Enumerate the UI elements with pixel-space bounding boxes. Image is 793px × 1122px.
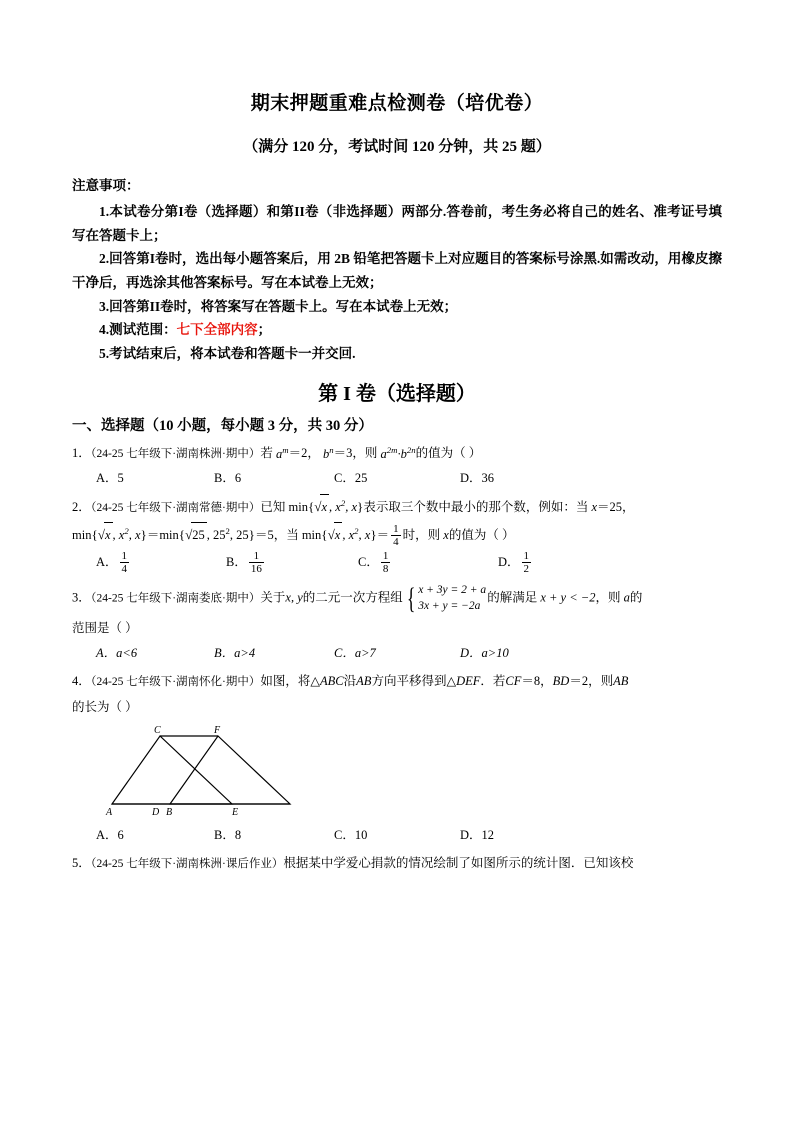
q1-option-d[interactable]: D．36 xyxy=(460,470,495,485)
q3-meta: （24-25 七年级下·湖南娄底·期中） xyxy=(90,592,261,605)
q1-eq1: ＝2 xyxy=(288,446,308,461)
section-title: 第 I 卷（选择题） xyxy=(318,383,476,406)
equation-system: { x + 3y = 2 + a 3x + y = −2a xyxy=(406,582,487,616)
part-heading: 一、选择题（10 小题，每小题 3 分，共 30 分） xyxy=(72,418,373,435)
q2-option-d[interactable]: D． $\frac{1}{2}$ xyxy=(498,550,530,576)
q1-number: 1． xyxy=(72,446,91,461)
q2-t1: 已知 min xyxy=(260,499,308,514)
q3-t4: ，则 xyxy=(595,590,621,605)
note-item-1: 1.本试卷分第I卷（选择题）和第II卷（非选择题）两部分.答卷前，考生务必将自己的姓名、准考证号填写在答题卡上； xyxy=(72,204,722,243)
q4-meta: （24-25 七年级下·湖南怀化·期中） xyxy=(90,675,261,688)
q2-option-a[interactable]: A． $\frac{1}{4}$ xyxy=(96,550,128,576)
question-5 xyxy=(72,851,722,875)
q3-option-d[interactable]: D．a>10 xyxy=(460,645,509,660)
question-3: 3．（24-25 七年级下·湖南娄底·期中）关于x, y的二元一次方程组 { x + 3y = 2 + a 3x + y = −2a 的解满足 x + y < −2，则 a的 xyxy=(72,582,643,616)
q3-t5: 的 xyxy=(629,590,643,605)
figure-label-D: D xyxy=(152,806,160,816)
q4-options xyxy=(72,825,722,843)
q1-option-b[interactable]: B．6 xyxy=(214,470,242,485)
q3-t3: 的解满足 xyxy=(487,590,538,605)
q2-l2f: 的值为（ ） xyxy=(448,527,515,542)
q4-t5: ＝8， xyxy=(521,673,553,688)
q4-t4: ．若 xyxy=(480,673,506,688)
note4-scope: 七下全部内容 xyxy=(176,322,258,338)
q1-b: b xyxy=(323,446,330,461)
note4-prefix: 4.测试范围： xyxy=(99,322,177,338)
q2-meta: （24-25 七年级下·湖南常德·期中） xyxy=(90,501,261,514)
q4-number: 4． xyxy=(72,673,91,688)
q5-number: 5． xyxy=(72,855,91,870)
q1-tail: 的值为（ ） xyxy=(415,446,482,461)
q2-option-c[interactable]: C． $\frac{1}{8}$ xyxy=(358,550,389,576)
q1-a: a xyxy=(276,446,283,461)
q2-t3: ＝25， xyxy=(597,499,635,514)
q3-option-c[interactable]: C．a>7 xyxy=(334,645,376,660)
q3-option-a[interactable]: A．a<6 xyxy=(96,645,138,660)
figure-label-F: F xyxy=(214,725,221,736)
q1-option-c[interactable]: C．25 xyxy=(334,470,368,485)
q1-meta: （24-25 七年级下·湖南株洲·期中） xyxy=(90,448,261,461)
q1-mid: ，则 xyxy=(352,446,378,461)
q4-t6: ＝2，则 xyxy=(569,673,614,688)
q5-text: 根据某中学爱心捐款的情况绘制了如图所示的统计图．已知该校 xyxy=(283,855,634,870)
q4-option-b[interactable]: B．8 xyxy=(214,827,242,842)
note4-suffix: ； xyxy=(257,322,272,338)
page-content xyxy=(72,88,722,877)
page-subtitle: （满分 120 分，考试时间 120 分钟，共 25 题） xyxy=(243,139,551,155)
triangle-translation-diagram xyxy=(102,726,302,816)
question-4-figure xyxy=(102,726,722,821)
q2-options xyxy=(72,550,722,575)
figure-label-C: C xyxy=(154,725,161,736)
q3-number: 3． xyxy=(72,590,91,605)
page-title: 期末押题重难点检测卷（培优卷） xyxy=(250,93,544,114)
q4-t3: 方向平移得到 xyxy=(371,673,447,688)
q2-l2e: 时，则 xyxy=(402,527,441,542)
notes-heading: 注意事项： xyxy=(72,178,140,193)
q2-l2b: ＝min xyxy=(146,527,179,542)
q3-t2: 的二元一次方程组 xyxy=(302,590,403,605)
q5-meta: （24-25 七年级下·湖南株洲·课后作业） xyxy=(90,857,284,870)
q3-options xyxy=(72,643,722,661)
q2-l2c: ＝5，当 min xyxy=(254,527,322,542)
q1-options xyxy=(72,468,722,486)
q3-t1: 关于 xyxy=(260,590,286,605)
q1-option-a[interactable]: A．5 xyxy=(96,470,124,485)
q3-option-b[interactable]: B．a>4 xyxy=(214,645,256,660)
figure-label-A: A xyxy=(106,806,113,816)
question-2: 2．（24-25 七年级下·湖南常德·期中）已知 min{√x , $x^2$, x}表示取三个数中最小的那个数，例如：当 x＝25， xyxy=(72,494,722,520)
q2-number: 2． xyxy=(72,499,91,514)
q1-lead: 若 xyxy=(260,446,273,461)
question-2-line2: min{√x , $x^2$, x}＝min{√25 , $25^2$, 25}＝5，当 min{√x , $x^2$, x}＝ $\frac{1}{4}$ 时，则 x的值为（ ） xyxy=(72,523,515,549)
q1-eq2: ＝3 xyxy=(333,446,353,461)
question-1: 1．（24-25 七年级下·湖南株洲·期中）若 $a^m=2$， $b^n=3$，则 $a^{2m}\cdot b^{2n}$的值为（ ） xyxy=(72,444,482,461)
question-3-line2: 范围是（ ） xyxy=(72,621,138,636)
note-item-4 xyxy=(72,318,722,342)
question-4-line2: 的长为（ ） xyxy=(72,700,138,715)
q2-l2a: min xyxy=(72,527,92,542)
note-item-2: 2.回答第I卷时，选出每小题答案后，用 2B 铅笔把答题卡上对应题目的答案标号涂黑.如需改动，用橡皮擦干净后，再选涂其他答案标号。写在本试卷上无效； xyxy=(72,251,722,290)
figure-label-E: E xyxy=(232,806,239,816)
question-4: 4．（24-25 七年级下·湖南怀化·期中）如图，将△ABC沿AB方向平移得到△DEF．若CF＝8，BD＝2，则AB xyxy=(72,673,629,688)
q4-t2: 沿 xyxy=(343,673,357,688)
q2-option-b[interactable]: B． $\frac{1}{16}$ xyxy=(226,550,262,576)
q4-option-d[interactable]: D．12 xyxy=(460,827,495,842)
note-item-5: 5.考试结束后，将本试卷和答题卡一并交回. xyxy=(99,345,356,361)
q2-t2: 表示取三个数中最小的那个数，例如：当 xyxy=(363,499,589,514)
q2-l2d: ＝ xyxy=(376,527,390,542)
q4-option-a[interactable]: A．6 xyxy=(96,827,124,842)
note-item-3: 3.回答第II卷时，将答案写在答题卡上。写在本试卷上无效； xyxy=(99,298,458,314)
figure-label-B: B xyxy=(166,806,173,816)
q4-option-c[interactable]: C．10 xyxy=(334,827,368,842)
q4-t1: 如图，将 xyxy=(260,673,311,688)
